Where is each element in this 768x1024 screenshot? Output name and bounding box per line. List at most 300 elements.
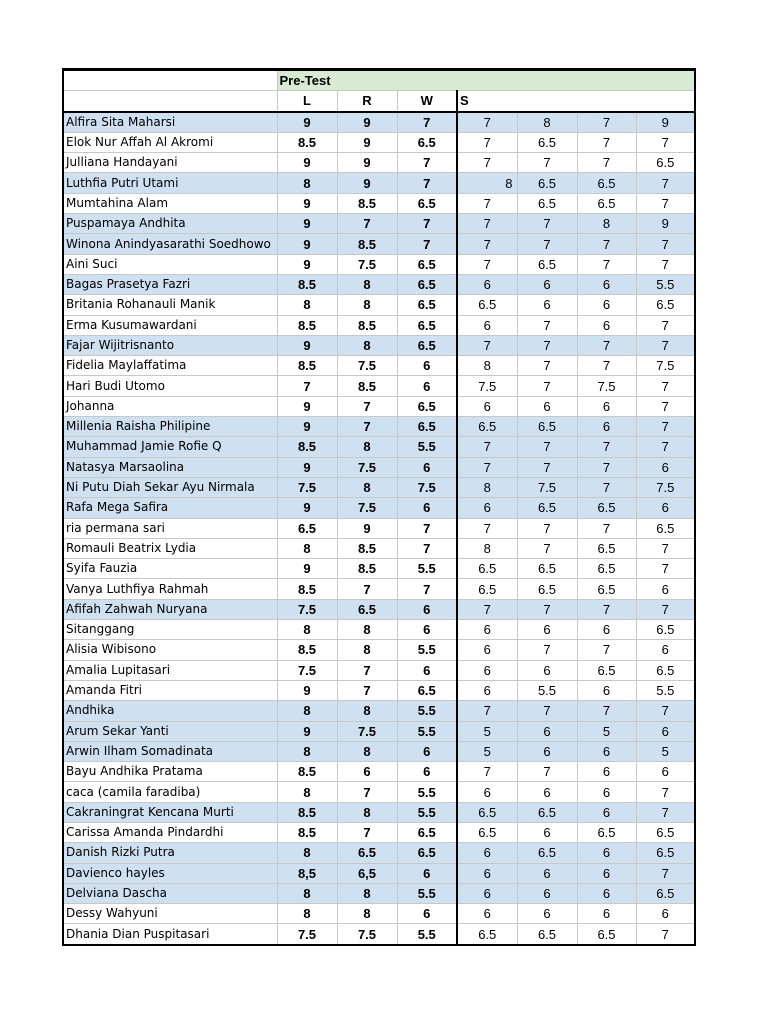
score-cell[interactable]: 9: [337, 132, 397, 152]
score-cell[interactable]: 8: [337, 477, 397, 497]
score-cell[interactable]: 9: [277, 335, 337, 355]
score-cell[interactable]: 7: [337, 214, 397, 234]
score-cell[interactable]: 7: [517, 153, 577, 173]
score-cell[interactable]: 6: [577, 417, 636, 437]
score-cell[interactable]: 5.5: [636, 680, 695, 700]
score-cell[interactable]: 6: [517, 274, 577, 294]
student-name-cell[interactable]: Davienco hayles: [63, 863, 277, 883]
score-cell[interactable]: 9: [277, 457, 337, 477]
score-cell[interactable]: 7.5: [517, 477, 577, 497]
score-cell[interactable]: 7: [636, 173, 695, 193]
score-cell[interactable]: 6.5: [636, 822, 695, 842]
score-cell[interactable]: 6.5: [397, 843, 457, 863]
score-cell[interactable]: 7.5: [337, 457, 397, 477]
score-cell[interactable]: 8: [277, 782, 337, 802]
score-cell[interactable]: 6.5: [577, 822, 636, 842]
score-cell[interactable]: 5.5: [397, 701, 457, 721]
score-cell[interactable]: 7: [397, 579, 457, 599]
score-cell[interactable]: 9: [636, 214, 695, 234]
score-cell[interactable]: 7.5: [337, 924, 397, 945]
student-name-cell[interactable]: Vanya Luthfiya Rahmah: [63, 579, 277, 599]
score-cell[interactable]: 6.5: [636, 883, 695, 903]
score-cell[interactable]: 6.5: [397, 295, 457, 315]
score-cell[interactable]: 5: [457, 741, 517, 761]
student-name-cell[interactable]: Puspamaya Andhita: [63, 214, 277, 234]
score-cell[interactable]: 6: [457, 904, 517, 924]
student-name-cell[interactable]: Aini Suci: [63, 254, 277, 274]
score-cell[interactable]: 6.5: [517, 579, 577, 599]
score-cell[interactable]: 6: [397, 376, 457, 396]
score-cell[interactable]: 7.5: [636, 356, 695, 376]
score-cell[interactable]: 6.5: [457, 295, 517, 315]
student-name-cell[interactable]: Mumtahina Alam: [63, 193, 277, 213]
score-cell[interactable]: 7: [636, 132, 695, 152]
student-name-cell[interactable]: Afifah Zahwah Nuryana: [63, 599, 277, 619]
score-cell[interactable]: 7: [457, 335, 517, 355]
score-cell[interactable]: 8: [277, 538, 337, 558]
score-cell[interactable]: 7: [517, 335, 577, 355]
score-cell[interactable]: 6.5: [577, 498, 636, 518]
score-cell[interactable]: 6: [577, 315, 636, 335]
score-cell[interactable]: 7: [636, 335, 695, 355]
score-cell[interactable]: 6: [457, 843, 517, 863]
student-name-cell[interactable]: Amalia Lupitasari: [63, 660, 277, 680]
score-cell[interactable]: 6.5: [397, 193, 457, 213]
score-cell[interactable]: 6.5: [457, 822, 517, 842]
score-cell[interactable]: 9: [277, 254, 337, 274]
score-cell[interactable]: 6.5: [457, 924, 517, 945]
score-cell[interactable]: 5.5: [397, 782, 457, 802]
score-cell[interactable]: 6: [457, 883, 517, 903]
score-cell[interactable]: 8: [337, 335, 397, 355]
student-name-cell[interactable]: Dhania Dian Puspitasari: [63, 924, 277, 945]
score-cell[interactable]: 5.5: [397, 924, 457, 945]
score-cell[interactable]: 7.5: [277, 660, 337, 680]
score-cell[interactable]: 8.5: [277, 356, 337, 376]
student-name-cell[interactable]: Syifa Fauzia: [63, 559, 277, 579]
score-cell[interactable]: 6: [457, 640, 517, 660]
score-cell[interactable]: 7: [577, 234, 636, 254]
score-cell[interactable]: 7: [457, 132, 517, 152]
score-cell[interactable]: 6: [577, 620, 636, 640]
student-name-cell[interactable]: Arum Sekar Yanti: [63, 721, 277, 741]
score-cell[interactable]: 7.5: [277, 599, 337, 619]
score-cell[interactable]: 6.5: [577, 559, 636, 579]
score-cell[interactable]: 6.5: [517, 132, 577, 152]
student-name-cell[interactable]: caca (camila faradiba): [63, 782, 277, 802]
student-name-cell[interactable]: Julliana Handayani: [63, 153, 277, 173]
score-cell[interactable]: 8.5: [277, 762, 337, 782]
score-cell[interactable]: 6: [517, 660, 577, 680]
score-cell[interactable]: 7: [517, 599, 577, 619]
score-cell[interactable]: 6.5: [577, 193, 636, 213]
score-cell[interactable]: 9: [277, 417, 337, 437]
score-cell[interactable]: 8: [337, 701, 397, 721]
score-cell[interactable]: 6: [517, 396, 577, 416]
score-cell[interactable]: 5: [457, 721, 517, 741]
score-cell[interactable]: 9: [337, 173, 397, 193]
score-cell[interactable]: 5.5: [397, 721, 457, 741]
score-cell[interactable]: 7: [636, 193, 695, 213]
score-cell[interactable]: 7: [397, 112, 457, 133]
student-name-cell[interactable]: Romauli Beatrix Lydia: [63, 538, 277, 558]
score-cell[interactable]: 9: [636, 112, 695, 133]
student-name-cell[interactable]: Luthfia Putri Utami: [63, 173, 277, 193]
score-cell[interactable]: 6: [517, 904, 577, 924]
student-name-cell[interactable]: Alisia Wibisono: [63, 640, 277, 660]
score-cell[interactable]: 6.5: [577, 660, 636, 680]
score-cell[interactable]: 9: [277, 680, 337, 700]
score-cell[interactable]: 7: [517, 518, 577, 538]
score-cell[interactable]: 9: [277, 112, 337, 133]
score-cell[interactable]: 6.5: [457, 802, 517, 822]
score-cell[interactable]: 7: [577, 335, 636, 355]
score-cell[interactable]: 7: [337, 417, 397, 437]
student-name-cell[interactable]: Muhammad Jamie Rofie Q: [63, 437, 277, 457]
score-cell[interactable]: 6.5: [397, 315, 457, 335]
student-name-cell[interactable]: Dessy Wahyuni: [63, 904, 277, 924]
score-cell[interactable]: 6.5: [636, 620, 695, 640]
score-cell[interactable]: 6: [636, 721, 695, 741]
student-name-cell[interactable]: Bagas Prasetya Fazri: [63, 274, 277, 294]
score-cell[interactable]: 7: [457, 214, 517, 234]
score-cell[interactable]: 6.5: [517, 559, 577, 579]
score-cell[interactable]: 6.5: [457, 417, 517, 437]
score-cell[interactable]: 8: [277, 843, 337, 863]
score-cell[interactable]: 7: [577, 356, 636, 376]
score-cell[interactable]: 7: [636, 538, 695, 558]
score-cell[interactable]: 8: [337, 802, 397, 822]
score-cell[interactable]: 8: [277, 701, 337, 721]
student-name-cell[interactable]: Millenia Raisha Philipine: [63, 417, 277, 437]
score-cell[interactable]: 7.5: [397, 477, 457, 497]
score-cell[interactable]: 6: [457, 396, 517, 416]
score-cell[interactable]: 8: [577, 214, 636, 234]
score-cell[interactable]: 6.5: [636, 518, 695, 538]
score-cell[interactable]: 8: [337, 741, 397, 761]
score-cell[interactable]: 6: [577, 741, 636, 761]
score-cell[interactable]: 6: [577, 762, 636, 782]
score-cell[interactable]: 9: [337, 153, 397, 173]
score-cell[interactable]: 7: [457, 234, 517, 254]
score-cell[interactable]: 8: [337, 640, 397, 660]
header-blank-cell[interactable]: [63, 70, 277, 91]
score-cell[interactable]: 6: [517, 822, 577, 842]
score-cell[interactable]: 7: [636, 599, 695, 619]
score-cell[interactable]: 8: [277, 883, 337, 903]
score-cell[interactable]: 5.5: [397, 559, 457, 579]
score-cell[interactable]: 6: [397, 863, 457, 883]
score-cell[interactable]: 6.5: [517, 498, 577, 518]
score-cell[interactable]: 6.5: [577, 173, 636, 193]
score-cell[interactable]: 6.5: [397, 680, 457, 700]
score-cell[interactable]: 5.5: [397, 802, 457, 822]
score-cell[interactable]: 7: [577, 477, 636, 497]
score-cell[interactable]: 6.5: [397, 254, 457, 274]
score-cell[interactable]: 7: [577, 457, 636, 477]
score-cell[interactable]: 6: [397, 660, 457, 680]
score-cell[interactable]: 6.5: [397, 417, 457, 437]
score-cell[interactable]: 8.5: [277, 437, 337, 457]
score-cell[interactable]: 7: [397, 214, 457, 234]
score-cell[interactable]: 8.5: [277, 274, 337, 294]
score-cell[interactable]: 7: [397, 518, 457, 538]
score-cell[interactable]: 6.5: [337, 599, 397, 619]
score-cell[interactable]: 7: [457, 153, 517, 173]
score-cell[interactable]: 6: [457, 782, 517, 802]
score-cell[interactable]: 8: [337, 883, 397, 903]
score-cell[interactable]: 7: [337, 822, 397, 842]
score-cell[interactable]: 7: [577, 640, 636, 660]
score-cell[interactable]: 8: [337, 437, 397, 457]
score-cell[interactable]: 8.5: [337, 559, 397, 579]
score-cell[interactable]: 8.5: [277, 132, 337, 152]
score-cell[interactable]: 6.5: [457, 559, 517, 579]
score-cell[interactable]: 6.5: [636, 295, 695, 315]
score-cell[interactable]: 6: [577, 782, 636, 802]
score-cell[interactable]: 6.5: [517, 193, 577, 213]
score-cell[interactable]: 8.5: [337, 234, 397, 254]
score-cell[interactable]: 7: [517, 214, 577, 234]
score-cell[interactable]: 7: [517, 640, 577, 660]
score-cell[interactable]: 7: [397, 153, 457, 173]
score-cell[interactable]: 7: [636, 924, 695, 945]
score-cell[interactable]: 6.5: [517, 802, 577, 822]
score-cell[interactable]: 8: [337, 904, 397, 924]
score-cell[interactable]: 8.5: [277, 822, 337, 842]
score-cell[interactable]: 9: [277, 234, 337, 254]
score-cell[interactable]: 8.5: [337, 538, 397, 558]
score-cell[interactable]: 7: [517, 762, 577, 782]
score-cell[interactable]: 7: [337, 396, 397, 416]
score-cell[interactable]: 6: [397, 498, 457, 518]
score-cell[interactable]: 6: [636, 640, 695, 660]
score-cell[interactable]: 8: [337, 274, 397, 294]
score-cell[interactable]: 9: [277, 153, 337, 173]
student-name-cell[interactable]: Fidelia Maylaffatima: [63, 356, 277, 376]
score-cell[interactable]: 7: [457, 599, 517, 619]
score-cell[interactable]: 8.5: [277, 802, 337, 822]
score-cell[interactable]: 7: [636, 559, 695, 579]
score-cell[interactable]: 7: [337, 680, 397, 700]
student-name-cell[interactable]: Ni Putu Diah Sekar Ayu Nirmala: [63, 477, 277, 497]
score-cell[interactable]: 7: [636, 417, 695, 437]
score-cell[interactable]: 6.5: [277, 518, 337, 538]
score-cell[interactable]: 7: [636, 863, 695, 883]
score-cell[interactable]: 6: [577, 904, 636, 924]
score-cell[interactable]: 7: [457, 112, 517, 133]
score-cell[interactable]: 6: [457, 680, 517, 700]
score-cell[interactable]: 7: [337, 579, 397, 599]
score-cell[interactable]: 6: [517, 782, 577, 802]
student-name-cell[interactable]: Carissa Amanda Pindardhi: [63, 822, 277, 842]
score-cell[interactable]: 5.5: [517, 680, 577, 700]
score-cell[interactable]: 9: [277, 396, 337, 416]
score-cell[interactable]: 6: [577, 863, 636, 883]
student-name-cell[interactable]: Bayu Andhika Pratama: [63, 762, 277, 782]
score-cell[interactable]: 7: [397, 234, 457, 254]
score-cell[interactable]: 7: [517, 315, 577, 335]
score-cell[interactable]: 7.5: [337, 498, 397, 518]
score-cell[interactable]: 6: [636, 904, 695, 924]
score-cell[interactable]: 6: [337, 762, 397, 782]
score-cell[interactable]: 6.5: [636, 843, 695, 863]
student-name-cell[interactable]: Erma Kusumawardani: [63, 315, 277, 335]
score-cell[interactable]: 8: [337, 295, 397, 315]
score-cell[interactable]: 7: [517, 376, 577, 396]
score-cell[interactable]: 8: [277, 904, 337, 924]
score-cell[interactable]: 6: [517, 863, 577, 883]
score-cell[interactable]: 7: [636, 396, 695, 416]
score-cell[interactable]: 6: [577, 802, 636, 822]
score-cell[interactable]: 6: [577, 843, 636, 863]
score-cell[interactable]: 7: [636, 234, 695, 254]
student-name-cell[interactable]: Cakraningrat Kencana Murti: [63, 802, 277, 822]
score-cell[interactable]: 7: [277, 376, 337, 396]
header-name-cell[interactable]: [63, 91, 277, 112]
score-cell[interactable]: 7: [636, 376, 695, 396]
score-cell[interactable]: 7: [577, 437, 636, 457]
score-cell[interactable]: 9: [277, 214, 337, 234]
score-cell[interactable]: 8: [277, 620, 337, 640]
student-name-cell[interactable]: Britania Rohanauli Manik: [63, 295, 277, 315]
score-cell[interactable]: 7: [457, 518, 517, 538]
score-cell[interactable]: 8.5: [337, 376, 397, 396]
score-cell[interactable]: 7.5: [337, 254, 397, 274]
score-cell[interactable]: 8: [337, 620, 397, 640]
score-cell[interactable]: 6.5: [517, 924, 577, 945]
score-cell[interactable]: 9: [277, 559, 337, 579]
score-cell[interactable]: 8.5: [337, 315, 397, 335]
score-cell[interactable]: 6.5: [337, 843, 397, 863]
header-col-s[interactable]: S: [457, 91, 695, 112]
score-cell[interactable]: 7: [517, 356, 577, 376]
student-name-cell[interactable]: Rafa Mega Safira: [63, 498, 277, 518]
score-cell[interactable]: 7: [397, 173, 457, 193]
student-name-cell[interactable]: Johanna: [63, 396, 277, 416]
score-cell[interactable]: 7.5: [337, 356, 397, 376]
score-cell[interactable]: 6: [397, 904, 457, 924]
score-cell[interactable]: 7: [517, 701, 577, 721]
score-cell[interactable]: 7: [517, 538, 577, 558]
score-cell[interactable]: 8: [277, 173, 337, 193]
score-cell[interactable]: 8: [277, 741, 337, 761]
score-cell[interactable]: 6: [397, 457, 457, 477]
score-cell[interactable]: 6.5: [397, 274, 457, 294]
student-name-cell[interactable]: Natasya Marsaolina: [63, 457, 277, 477]
student-name-cell[interactable]: Sitanggang: [63, 620, 277, 640]
score-cell[interactable]: 7: [457, 762, 517, 782]
header-col-w[interactable]: W: [397, 91, 457, 112]
student-name-cell[interactable]: Fajar Wijitrisnanto: [63, 335, 277, 355]
score-cell[interactable]: 7: [577, 112, 636, 133]
score-cell[interactable]: 7: [577, 599, 636, 619]
score-cell[interactable]: 6: [397, 741, 457, 761]
score-cell[interactable]: 6.5: [636, 660, 695, 680]
score-cell[interactable]: 6.5: [577, 579, 636, 599]
score-cell[interactable]: 7: [636, 782, 695, 802]
score-cell[interactable]: 6: [397, 599, 457, 619]
score-cell[interactable]: 8: [457, 477, 517, 497]
score-cell[interactable]: 6: [577, 396, 636, 416]
score-cell[interactable]: 7.5: [457, 376, 517, 396]
score-cell[interactable]: 6: [636, 762, 695, 782]
score-cell[interactable]: 7: [577, 254, 636, 274]
score-cell[interactable]: 5.5: [397, 883, 457, 903]
score-cell[interactable]: 6.5: [397, 132, 457, 152]
score-cell[interactable]: 6: [517, 883, 577, 903]
score-cell[interactable]: 6: [457, 863, 517, 883]
score-cell[interactable]: 6.5: [636, 153, 695, 173]
score-cell[interactable]: 9: [277, 498, 337, 518]
student-name-cell[interactable]: Delviana Dascha: [63, 883, 277, 903]
score-cell[interactable]: 9: [337, 518, 397, 538]
score-cell[interactable]: 7.5: [636, 477, 695, 497]
score-cell[interactable]: 6: [517, 721, 577, 741]
header-col-r[interactable]: R: [337, 91, 397, 112]
score-cell[interactable]: 6.5: [517, 254, 577, 274]
score-cell[interactable]: 6.5: [517, 417, 577, 437]
score-cell[interactable]: 7: [457, 254, 517, 274]
score-cell[interactable]: 6.5: [577, 924, 636, 945]
score-cell[interactable]: 6: [397, 762, 457, 782]
score-cell[interactable]: 8: [457, 538, 517, 558]
score-cell[interactable]: 8.5: [277, 315, 337, 335]
score-cell[interactable]: 7.5: [277, 477, 337, 497]
score-cell[interactable]: 6: [517, 620, 577, 640]
score-cell[interactable]: 8: [457, 356, 517, 376]
score-cell[interactable]: 8: [457, 173, 517, 193]
score-cell[interactable]: 9: [277, 193, 337, 213]
score-cell[interactable]: 7: [517, 234, 577, 254]
header-col-l[interactable]: L: [277, 91, 337, 112]
score-cell[interactable]: 6: [397, 620, 457, 640]
score-cell[interactable]: 7: [636, 701, 695, 721]
score-cell[interactable]: 6.5: [517, 843, 577, 863]
score-cell[interactable]: 5: [577, 721, 636, 741]
score-cell[interactable]: 6: [457, 274, 517, 294]
score-cell[interactable]: 7: [636, 437, 695, 457]
score-cell[interactable]: 7: [337, 660, 397, 680]
score-cell[interactable]: 5.5: [397, 437, 457, 457]
score-cell[interactable]: 6.5: [577, 538, 636, 558]
score-cell[interactable]: 7: [577, 153, 636, 173]
score-cell[interactable]: 7: [457, 193, 517, 213]
score-cell[interactable]: 6: [636, 579, 695, 599]
student-name-cell[interactable]: Andhika: [63, 701, 277, 721]
score-cell[interactable]: 6: [457, 498, 517, 518]
score-cell[interactable]: 7: [457, 701, 517, 721]
score-cell[interactable]: 7: [397, 538, 457, 558]
score-cell[interactable]: 8,5: [277, 863, 337, 883]
score-cell[interactable]: 7: [517, 457, 577, 477]
score-cell[interactable]: 6.5: [397, 396, 457, 416]
score-cell[interactable]: 6: [636, 457, 695, 477]
score-cell[interactable]: 9: [337, 112, 397, 133]
pretest-header-cell[interactable]: Pre-Test: [277, 70, 695, 91]
score-cell[interactable]: 8.5: [337, 193, 397, 213]
score-cell[interactable]: 7: [517, 437, 577, 457]
student-name-cell[interactable]: Winona Anindyasarathi Soedhowo: [63, 234, 277, 254]
score-cell[interactable]: 7: [577, 518, 636, 538]
student-name-cell[interactable]: Amanda Fitri: [63, 680, 277, 700]
score-cell[interactable]: 7: [577, 701, 636, 721]
score-cell[interactable]: 6: [457, 660, 517, 680]
score-cell[interactable]: 8: [277, 295, 337, 315]
score-cell[interactable]: 8.5: [277, 579, 337, 599]
student-name-cell[interactable]: Arwin Ilham Somadinata: [63, 741, 277, 761]
score-cell[interactable]: 6.5: [457, 579, 517, 599]
